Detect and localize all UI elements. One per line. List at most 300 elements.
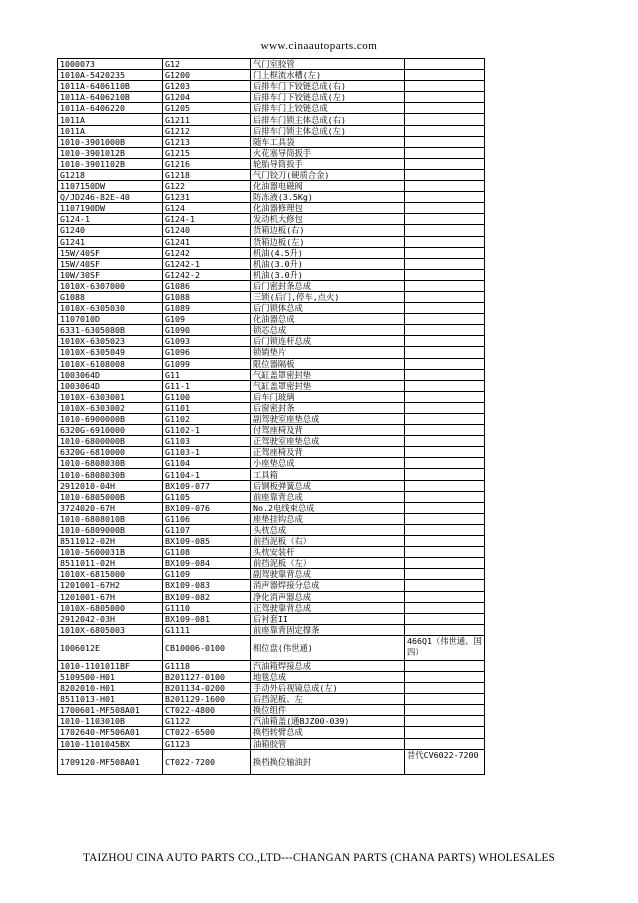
- table-row: [58, 480, 485, 491]
- code-cell: CT022-4800: [163, 705, 251, 716]
- parts-table: [57, 58, 485, 775]
- note-cell: [405, 380, 485, 391]
- part-number-cell: 1010X-6108008: [58, 358, 163, 369]
- description-cell: 相位盘(伟世通): [251, 635, 405, 660]
- part-number-cell: 6320G-6810000: [58, 447, 163, 458]
- table-row: [58, 513, 485, 524]
- note-cell: [405, 694, 485, 705]
- part-number-cell: 1010X-6805003: [58, 624, 163, 635]
- part-number-cell: 6320G-6910000: [58, 425, 163, 436]
- table-row: [58, 749, 485, 774]
- table-row: [58, 169, 485, 180]
- code-cell: G124-1: [163, 214, 251, 225]
- note-cell: [405, 671, 485, 682]
- part-number-cell: Q/JD246-82E-40: [58, 192, 163, 203]
- code-cell: G1204: [163, 92, 251, 103]
- part-number-cell: 6331-6305080B: [58, 325, 163, 336]
- code-cell: G1213: [163, 136, 251, 147]
- description-cell: 货箱边板(右): [251, 225, 405, 236]
- code-cell: G1110: [163, 602, 251, 613]
- description-cell: 头枕安装杆: [251, 547, 405, 558]
- description-cell: 限位器隔板: [251, 358, 405, 369]
- code-cell: G1118: [163, 660, 251, 671]
- table-row: [58, 147, 485, 158]
- code-cell: G1101: [163, 402, 251, 413]
- part-number-cell: 1010-1101045BX: [58, 738, 163, 749]
- note-cell: [405, 303, 485, 314]
- part-number-cell: 15W/40SF: [58, 258, 163, 269]
- part-number-cell: 1107150DW: [58, 181, 163, 192]
- note-cell: [405, 469, 485, 480]
- description-cell: 座垫挂钩总成: [251, 513, 405, 524]
- note-cell: [405, 591, 485, 602]
- table-row: [58, 558, 485, 569]
- part-number-cell: 8511011-02H: [58, 558, 163, 569]
- table-row: [58, 291, 485, 302]
- code-cell: G1093: [163, 336, 251, 347]
- table-row: [58, 660, 485, 671]
- description-cell: 工具箱: [251, 469, 405, 480]
- description-cell: 后排车门锁主体总成(右): [251, 114, 405, 125]
- note-cell: [405, 325, 485, 336]
- description-cell: 后挡泥板、左: [251, 694, 405, 705]
- note-cell: [405, 458, 485, 469]
- code-cell: G1102-1: [163, 425, 251, 436]
- description-cell: 换档换位轴油封: [251, 749, 405, 774]
- code-cell: G1242-1: [163, 258, 251, 269]
- part-number-cell: G124-1: [58, 214, 163, 225]
- part-number-cell: 3724020-67H: [58, 502, 163, 513]
- note-cell: [405, 347, 485, 358]
- code-cell: G1242-2: [163, 269, 251, 280]
- code-cell: BX109-076: [163, 502, 251, 513]
- description-cell: 正驾驶室座垫总成: [251, 436, 405, 447]
- part-number-cell: 1107190DW: [58, 203, 163, 214]
- description-cell: 化油器总成: [251, 314, 405, 325]
- table-row: [58, 236, 485, 247]
- part-number-cell: 1010X-6305049: [58, 347, 163, 358]
- note-cell: 昔代CV6022-7200: [405, 749, 485, 774]
- part-number-cell: 1010-5600031B: [58, 547, 163, 558]
- note-cell: [405, 727, 485, 738]
- table-row: [58, 536, 485, 547]
- table-row: [58, 469, 485, 480]
- note-cell: [405, 738, 485, 749]
- note-cell: [405, 314, 485, 325]
- table-row: [58, 402, 485, 413]
- table-row: [58, 580, 485, 591]
- part-number-cell: 1010-1103010B: [58, 716, 163, 727]
- table-row: [58, 347, 485, 358]
- code-cell: G1203: [163, 81, 251, 92]
- part-number-cell: 1709120-MF508A01: [58, 749, 163, 774]
- part-number-cell: 1000073: [58, 59, 163, 70]
- code-cell: G1088: [163, 291, 251, 302]
- table-row: [58, 727, 485, 738]
- note-cell: [405, 125, 485, 136]
- note-cell: [405, 558, 485, 569]
- table-row: [58, 59, 485, 70]
- description-cell: 随车工具袋: [251, 136, 405, 147]
- table-row: [58, 336, 485, 347]
- note-cell: [405, 59, 485, 70]
- table-row: [58, 358, 485, 369]
- note-cell: [405, 269, 485, 280]
- code-cell: BX109-084: [163, 558, 251, 569]
- code-cell: BX109-077: [163, 480, 251, 491]
- note-cell: [405, 547, 485, 558]
- note-cell: [405, 660, 485, 671]
- note-cell: [405, 114, 485, 125]
- table-row: [58, 738, 485, 749]
- description-cell: 副驾驶靠背总成: [251, 569, 405, 580]
- table-row: [58, 547, 485, 558]
- code-cell: BX109-082: [163, 591, 251, 602]
- description-cell: 前挡泥板（左）: [251, 558, 405, 569]
- description-cell: 气门室胶管: [251, 59, 405, 70]
- note-cell: [405, 705, 485, 716]
- part-number-cell: G1218: [58, 169, 163, 180]
- table-row: [58, 671, 485, 682]
- description-cell: 地毯总成: [251, 671, 405, 682]
- code-cell: G1102: [163, 414, 251, 425]
- description-cell: 小座垫总成: [251, 458, 405, 469]
- note-cell: [405, 169, 485, 180]
- description-cell: 后车门玻璃: [251, 391, 405, 402]
- table-row: [58, 114, 485, 125]
- description-cell: 后排车门上铰链总成: [251, 103, 405, 114]
- table-row: [58, 247, 485, 258]
- part-number-cell: 1010A-5420235: [58, 70, 163, 81]
- table-row: [58, 524, 485, 535]
- description-cell: 防冻液(3.5Kg): [251, 192, 405, 203]
- code-cell: G1109: [163, 569, 251, 580]
- description-cell: 前座靠背固定撑条: [251, 624, 405, 635]
- table-row: [58, 694, 485, 705]
- code-cell: B201134-0200: [163, 683, 251, 694]
- description-cell: 三锁(后门,停车,点火): [251, 291, 405, 302]
- table-row: [58, 136, 485, 147]
- part-number-cell: 5109500-H01: [58, 671, 163, 682]
- description-cell: 换位组件: [251, 705, 405, 716]
- code-cell: G1218: [163, 169, 251, 180]
- note-cell: [405, 624, 485, 635]
- part-number-cell: 1201001-67H: [58, 591, 163, 602]
- note-cell: [405, 536, 485, 547]
- part-number-cell: 1010-3901012B: [58, 147, 163, 158]
- code-cell: G1211: [163, 114, 251, 125]
- table-row: [58, 225, 485, 236]
- note-cell: [405, 158, 485, 169]
- code-cell: G1105: [163, 491, 251, 502]
- description-cell: 汽油箱焊接总成: [251, 660, 405, 671]
- part-number-cell: 1201001-67H2: [58, 580, 163, 591]
- note-cell: [405, 402, 485, 413]
- table-row: [58, 70, 485, 81]
- note-cell: [405, 491, 485, 502]
- part-number-cell: 1010X-6307000: [58, 280, 163, 291]
- note-cell: [405, 447, 485, 458]
- part-number-cell: 1011A-6406220: [58, 103, 163, 114]
- table-row: [58, 447, 485, 458]
- note-cell: [405, 524, 485, 535]
- code-cell: CT022-7200: [163, 749, 251, 774]
- note-cell: [405, 358, 485, 369]
- table-row: [58, 391, 485, 402]
- description-cell: 后门锁连杆总成: [251, 336, 405, 347]
- description-cell: 气门铰刀(硬质合金): [251, 169, 405, 180]
- table-row: [58, 380, 485, 391]
- code-cell: G1231: [163, 192, 251, 203]
- part-number-cell: 1107010D: [58, 314, 163, 325]
- part-number-cell: 1010-6800000B: [58, 436, 163, 447]
- note-cell: [405, 502, 485, 513]
- code-cell: G1107: [163, 524, 251, 535]
- part-number-cell: 1010X-6305023: [58, 336, 163, 347]
- description-cell: 手动外后视镜总成(左): [251, 683, 405, 694]
- table-row: [58, 369, 485, 380]
- part-number-cell: 1010-6808010B: [58, 513, 163, 524]
- note-cell: [405, 391, 485, 402]
- description-cell: 后窗密封条: [251, 402, 405, 413]
- code-cell: G1100: [163, 391, 251, 402]
- description-cell: 机油(4.5升): [251, 247, 405, 258]
- table-row: [58, 602, 485, 613]
- description-cell: 后排车门锁主体总成(左): [251, 125, 405, 136]
- part-number-cell: 1010-3901000B: [58, 136, 163, 147]
- description-cell: 头枕总成: [251, 524, 405, 535]
- part-number-cell: 1010-6900000B: [58, 414, 163, 425]
- part-number-cell: 1010-3901102B: [58, 158, 163, 169]
- code-cell: G1215: [163, 147, 251, 158]
- description-cell: 正驾驶靠背总成: [251, 602, 405, 613]
- description-cell: 前座靠背总成: [251, 491, 405, 502]
- note-cell: [405, 225, 485, 236]
- note-cell: [405, 136, 485, 147]
- description-cell: 后排车门下铰链总成(右): [251, 81, 405, 92]
- description-cell: 货箱边板(左): [251, 236, 405, 247]
- table-row: [58, 81, 485, 92]
- part-number-cell: 8511012-02H: [58, 536, 163, 547]
- description-cell: 化油器修理包: [251, 203, 405, 214]
- description-cell: 油箱胶管: [251, 738, 405, 749]
- note-cell: [405, 103, 485, 114]
- code-cell: G1099: [163, 358, 251, 369]
- part-number-cell: 1006012E: [58, 635, 163, 660]
- part-number-cell: 1010-6809000B: [58, 524, 163, 535]
- table-row: [58, 502, 485, 513]
- note-cell: [405, 214, 485, 225]
- part-number-cell: 15W/40SF: [58, 247, 163, 258]
- part-number-cell: 1010X-6303002: [58, 402, 163, 413]
- table-row: [58, 613, 485, 624]
- table-row: [58, 635, 485, 660]
- note-cell: [405, 414, 485, 425]
- description-cell: 副驾驶室座垫总成: [251, 414, 405, 425]
- code-cell: G1104-1: [163, 469, 251, 480]
- part-number-cell: 1010-1101011BF: [58, 660, 163, 671]
- site-url: www.cinaautoparts.com: [260, 40, 378, 52]
- code-cell: BX109-083: [163, 580, 251, 591]
- code-cell: G1090: [163, 325, 251, 336]
- code-cell: BX109-081: [163, 613, 251, 624]
- description-cell: 气缸盖罩密封垫: [251, 380, 405, 391]
- table-row: [58, 569, 485, 580]
- code-cell: G1089: [163, 303, 251, 314]
- description-cell: 机油(3.0升): [251, 258, 405, 269]
- note-cell: [405, 436, 485, 447]
- table-row: [58, 436, 485, 447]
- code-cell: G1111: [163, 624, 251, 635]
- parts-table-body: [58, 59, 485, 775]
- part-number-cell: 1011A: [58, 125, 163, 136]
- note-cell: [405, 683, 485, 694]
- note-cell: [405, 203, 485, 214]
- note-cell: [405, 580, 485, 591]
- part-number-cell: 1700601-MF508A01: [58, 705, 163, 716]
- code-cell: G1106: [163, 513, 251, 524]
- part-number-cell: 1010X-6815000: [58, 569, 163, 580]
- description-cell: 消声器焊接分总成: [251, 580, 405, 591]
- table-row: [58, 203, 485, 214]
- description-cell: 后衬套II: [251, 613, 405, 624]
- code-cell: BX109-085: [163, 536, 251, 547]
- description-cell: 化油器电磁阀: [251, 181, 405, 192]
- code-cell: CT022-6500: [163, 727, 251, 738]
- table-row: [58, 181, 485, 192]
- description-cell: 后钢板弹簧总成: [251, 480, 405, 491]
- note-cell: [405, 602, 485, 613]
- note-cell: [405, 81, 485, 92]
- note-cell: [405, 369, 485, 380]
- code-cell: G1086: [163, 280, 251, 291]
- description-cell: 锁销垫片: [251, 347, 405, 358]
- description-cell: 付驾座椅及背: [251, 425, 405, 436]
- code-cell: G1216: [163, 158, 251, 169]
- description-cell: 轮胎导筒扳手: [251, 158, 405, 169]
- note-cell: [405, 336, 485, 347]
- code-cell: B201129-1600: [163, 694, 251, 705]
- description-cell: 锁芯总成: [251, 325, 405, 336]
- part-number-cell: 1010X-6303001: [58, 391, 163, 402]
- code-cell: G1108: [163, 547, 251, 558]
- part-number-cell: 1010-6808030B: [58, 469, 163, 480]
- code-cell: G122: [163, 181, 251, 192]
- table-row: [58, 269, 485, 280]
- note-cell: [405, 70, 485, 81]
- description-cell: 后门锁体总成: [251, 303, 405, 314]
- part-number-cell: 1011A-6406210B: [58, 92, 163, 103]
- code-cell: G1122: [163, 716, 251, 727]
- description-cell: 机油(3.0升): [251, 269, 405, 280]
- code-cell: G1123: [163, 738, 251, 749]
- note-cell: [405, 247, 485, 258]
- table-row: [58, 458, 485, 469]
- part-number-cell: 8511013-H01: [58, 694, 163, 705]
- code-cell: G124: [163, 203, 251, 214]
- table-row: [58, 591, 485, 602]
- table-row: [58, 258, 485, 269]
- description-cell: 换档转臂总成: [251, 727, 405, 738]
- code-cell: G11: [163, 369, 251, 380]
- note-cell: [405, 291, 485, 302]
- description-cell: 净化消声器总成: [251, 591, 405, 602]
- part-number-cell: 1010-6808030B: [58, 458, 163, 469]
- code-cell: G11-1: [163, 380, 251, 391]
- code-cell: G1103-1: [163, 447, 251, 458]
- code-cell: G1205: [163, 103, 251, 114]
- code-cell: CB10006-0100: [163, 635, 251, 660]
- description-cell: 火花塞导筒扳手: [251, 147, 405, 158]
- description-cell: 正驾座椅及背: [251, 447, 405, 458]
- note-cell: 466Q1（伟世通、国四）: [405, 635, 485, 660]
- note-cell: [405, 181, 485, 192]
- code-cell: G1240: [163, 225, 251, 236]
- description-cell: 汽油箱盖(通BJZ00-039): [251, 716, 405, 727]
- note-cell: [405, 513, 485, 524]
- description-cell: 前挡泥板（右）: [251, 536, 405, 547]
- note-cell: [405, 236, 485, 247]
- table-row: [58, 683, 485, 694]
- part-number-cell: G1241: [58, 236, 163, 247]
- table-row: [58, 325, 485, 336]
- table-row: [58, 414, 485, 425]
- part-number-cell: 1011A-6406110B: [58, 81, 163, 92]
- code-cell: G1242: [163, 247, 251, 258]
- code-cell: G1103: [163, 436, 251, 447]
- part-number-cell: G1088: [58, 291, 163, 302]
- code-cell: G1212: [163, 125, 251, 136]
- table-row: [58, 314, 485, 325]
- note-cell: [405, 192, 485, 203]
- part-number-cell: 2912042-03H: [58, 613, 163, 624]
- note-cell: [405, 258, 485, 269]
- note-cell: [405, 480, 485, 491]
- table-row: [58, 303, 485, 314]
- part-number-cell: 1010X-6305030: [58, 303, 163, 314]
- part-number-cell: 1003064D: [58, 369, 163, 380]
- table-row: [58, 280, 485, 291]
- code-cell: G1096: [163, 347, 251, 358]
- code-cell: G1241: [163, 236, 251, 247]
- part-number-cell: 1010-6805000B: [58, 491, 163, 502]
- code-cell: G109: [163, 314, 251, 325]
- table-row: [58, 425, 485, 436]
- part-number-cell: 1010X-6805000: [58, 602, 163, 613]
- description-cell: 门上框流水槽(左): [251, 70, 405, 81]
- table-row: [58, 158, 485, 169]
- part-number-cell: 1702640-MF506A01: [58, 727, 163, 738]
- code-cell: G12: [163, 59, 251, 70]
- note-cell: [405, 280, 485, 291]
- description-cell: 后排车门下铰链总成(左): [251, 92, 405, 103]
- part-number-cell: 1003064D: [58, 380, 163, 391]
- description-cell: 发动机大修包: [251, 214, 405, 225]
- part-number-cell: 10W/30SF: [58, 269, 163, 280]
- table-row: [58, 192, 485, 203]
- description-cell: 气缸盖罩密封垫: [251, 369, 405, 380]
- part-number-cell: 1011A: [58, 114, 163, 125]
- table-row: [58, 214, 485, 225]
- note-cell: [405, 613, 485, 624]
- note-cell: [405, 147, 485, 158]
- description-cell: 后门密封条总成: [251, 280, 405, 291]
- table-row: [58, 491, 485, 502]
- table-row: [58, 125, 485, 136]
- table-row: [58, 716, 485, 727]
- code-cell: G1104: [163, 458, 251, 469]
- note-cell: [405, 92, 485, 103]
